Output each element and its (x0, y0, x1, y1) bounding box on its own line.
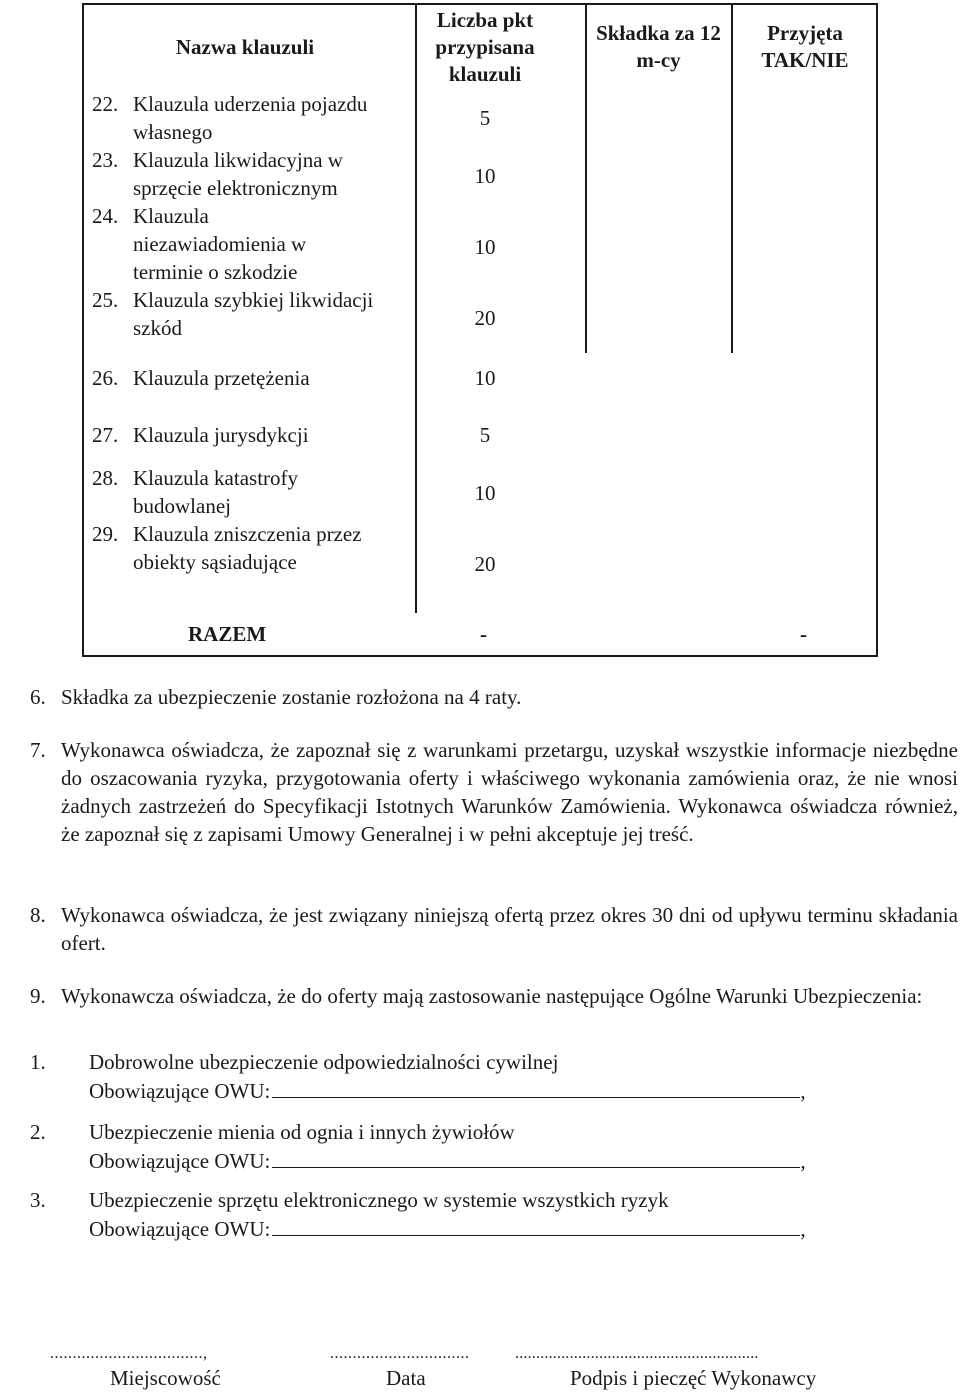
header-premium: Składka za 12 m-cy (596, 21, 721, 72)
header-points: Liczba pkt przypisana klauzuli (435, 8, 535, 86)
clause-name: Klauzula katastrofy budowlanej (133, 466, 299, 518)
paragraph-text: Wykonawca oświadcza, że jest związany niniejszą ofertą przez okres 30 dni od upływu terminu składania ofert. (61, 903, 958, 955)
clause-group-1 (92, 90, 392, 342)
paragraph-text: Wykonawca oświadcza, że zapoznał się z warunkami przetargu, uzyskał wszystkie informacje niezbędne do oszacowania ryzyka, przygotowania oferty i właściwego wykonania zamówienia oraz, że nie wnosi żadnych zastrzeżeń do Specyfikacji Istotnych Warunków Zamówienia. Wykonawca oświadcza również, że zapoznał się z zapisami Umowy Generalnej i w pełni akceptuje jej treść. (61, 738, 958, 846)
owu-fill-line[interactable] (272, 1149, 800, 1168)
divider-name-points (415, 3, 417, 613)
clause-name: Klauzula uderzenia pojazdu własnego (133, 92, 368, 144)
clause-group-2 (92, 464, 392, 576)
total-label: RAZEM (188, 622, 267, 646)
total-accepted: - (800, 622, 807, 646)
place-dots: .................................., (50, 1345, 208, 1362)
paragraph-number: 9. (30, 984, 46, 1008)
owu-end: , (800, 1149, 806, 1173)
place-label: Miejscowość (110, 1366, 221, 1390)
paragraph-9 (30, 982, 958, 1010)
paragraph-text: Wykonawcza oświadcza, że do oferty mają zastosowanie następujące Ogólne Warunki Ubezpieczenia: (61, 984, 923, 1008)
paragraph-8 (30, 901, 958, 957)
clause-row-26 (92, 364, 392, 392)
owu-end: , (800, 1217, 806, 1241)
date-label: Data (386, 1366, 426, 1390)
owu-label: Obowiązujące OWU: (89, 1149, 271, 1173)
owu-title: Ubezpieczenie sprzętu elektronicznego w systemie wszystkich ryzyk (89, 1188, 669, 1212)
owu-item-2 (30, 1118, 930, 1176)
clause-number: 23. (92, 148, 119, 172)
owu-number: 1. (30, 1050, 46, 1074)
clause-number: 24. (92, 204, 119, 228)
clause-name: Klauzula niezawiadomienia w terminie o szkodzie (133, 204, 307, 284)
clause-number: 28. (92, 466, 119, 490)
owu-end: , (800, 1079, 806, 1103)
clause-number: 29. (92, 522, 119, 546)
owu-item-1 (30, 1048, 930, 1106)
points-value: 10 (474, 366, 496, 390)
owu-fill-line[interactable] (272, 1079, 800, 1098)
clause-name: Klauzula szybkiej likwidacji szkód (133, 288, 374, 340)
points-value: 20 (474, 552, 496, 576)
paragraph-6 (30, 683, 958, 711)
clause-name: Klauzula likwidacyjna w sprzęcie elektronicznym (133, 148, 343, 200)
owu-number: 2. (30, 1120, 46, 1144)
paragraph-number: 7. (30, 738, 46, 762)
total-points: - (480, 622, 487, 646)
clause-row (92, 90, 392, 146)
divider-points-premium (585, 3, 587, 353)
clause-name: Klauzula jurysdykcji (133, 423, 309, 447)
paragraph-7 (30, 736, 958, 848)
owu-number: 3. (30, 1188, 46, 1212)
paragraph-text: Składka za ubezpieczenie zostanie rozłożona na 4 raty. (61, 685, 522, 709)
date-dots: ............................... (330, 1345, 470, 1362)
paragraph-number: 8. (30, 903, 46, 927)
signature-label: Podpis i pieczęć Wykonawcy (570, 1366, 817, 1390)
owu-title: Dobrowolne ubezpieczenie odpowiedzialności cywilnej (89, 1050, 559, 1074)
clause-number: 27. (92, 423, 119, 447)
clause-name: Klauzula przetężenia (133, 366, 310, 390)
clause-row (92, 464, 383, 520)
points-value: 10 (474, 235, 496, 259)
clause-row-27 (92, 421, 392, 449)
owu-title: Ubezpieczenie mienia od ognia i innych żywiołów (89, 1120, 515, 1144)
clause-number: 25. (92, 288, 119, 312)
owu-label: Obowiązujące OWU: (89, 1079, 271, 1103)
clause-row (92, 286, 383, 342)
points-value: 10 (474, 164, 496, 188)
points-value: 10 (474, 481, 496, 505)
points-value: 20 (474, 306, 496, 330)
divider-premium-accepted (731, 3, 733, 353)
signature-dots: .......................................................... (515, 1345, 759, 1362)
clause-number: 22. (92, 92, 119, 116)
clause-row (92, 146, 392, 202)
owu-fill-line[interactable] (272, 1217, 800, 1236)
clause-row (92, 202, 343, 286)
clause-name: Klauzula zniszczenia przez obiekty sąsiadujące (133, 522, 362, 574)
points-value: 5 (479, 423, 491, 447)
points-value: 5 (479, 106, 491, 130)
clause-row (92, 520, 395, 576)
paragraph-number: 6. (30, 685, 46, 709)
header-accepted: Przyjęta TAK/NIE (761, 21, 849, 72)
owu-label: Obowiązujące OWU: (89, 1217, 271, 1241)
owu-item-3 (30, 1186, 930, 1244)
header-name: Nazwa klauzuli (175, 35, 315, 59)
clause-number: 26. (92, 366, 119, 390)
